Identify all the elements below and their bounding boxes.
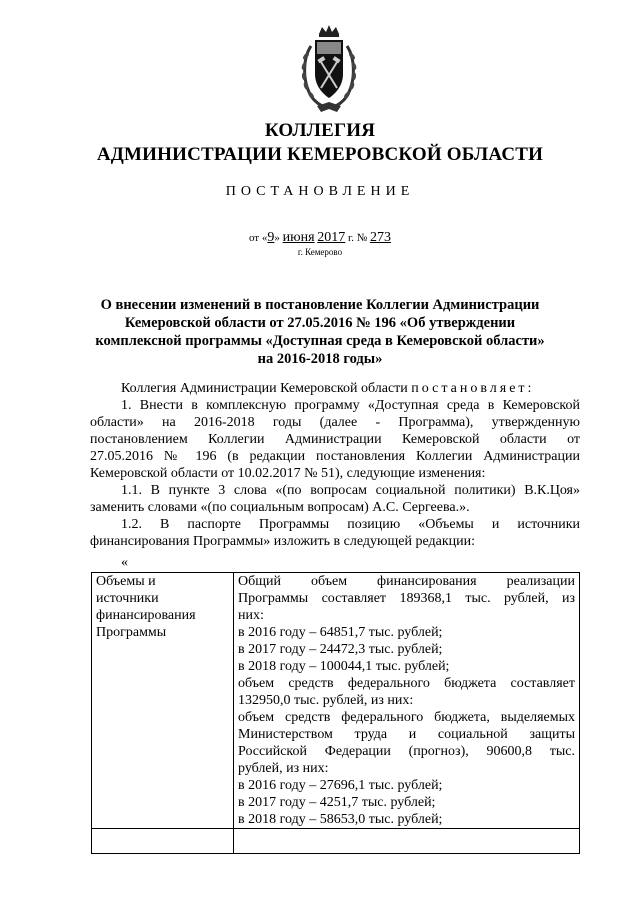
value-line: рублей, из них:	[238, 761, 329, 776]
value-line: объем средств федерального бюджета, выделяемых	[238, 710, 575, 725]
paragraph-resolution	[90, 380, 580, 397]
value-line: Программы составляет 189368,1 тыс. рублей, из	[238, 591, 575, 606]
heading-line: комплексной программы «Доступная среда в Кемеровской области»	[95, 333, 545, 349]
document-meta-line	[0, 230, 640, 246]
paragraph-1	[90, 397, 580, 482]
paragraph-line: 27.05.2016 № 196 (в редакции постановления Коллегии Администрации	[90, 449, 580, 464]
meta-month: июня	[282, 230, 315, 245]
heading-line: О внесении изменений в постановление Коллегии Администрации	[100, 297, 540, 313]
header-title-line2: АДМИНИСТРАЦИИ КЕМЕРОВСКОЙ ОБЛАСТИ	[96, 144, 544, 165]
paragraph-line: Кемеровской области от 10.02.2017 № 51), следующие изменения:	[90, 466, 486, 481]
paragraph-1-2	[90, 516, 580, 550]
table-cell-value	[234, 573, 580, 829]
table-row	[92, 573, 580, 829]
value-line: в 2016 году – 27696,1 тыс. рублей;	[238, 778, 443, 793]
meta-year: 2017	[317, 230, 346, 245]
name-line: Программы	[96, 625, 167, 640]
document-body	[90, 380, 580, 550]
table-cell-name	[92, 573, 234, 829]
value-line: объем средств федерального бюджета составляет	[238, 676, 575, 691]
document-type: ПОСТАНОВЛЕНИЕ	[225, 184, 415, 199]
value-line: Общий объем финансирования реализации	[238, 574, 575, 589]
meta-from: от «	[248, 232, 268, 244]
resolution-prefix: Коллегия Администрации Кемеровской области	[121, 381, 408, 396]
value-line: в 2016 году – 64851,7 тыс. рублей;	[238, 625, 443, 640]
paragraph-line: 1. Внести в комплексную программу «Доступная среда в Кемеровской	[121, 398, 580, 413]
table-row-empty	[92, 829, 580, 854]
paragraph-line: постановлением Коллегии Администрации Кемеровской области от	[90, 432, 580, 447]
meta-number: 273	[370, 230, 392, 245]
value-line: в 2018 году – 58653,0 тыс. рублей;	[238, 812, 443, 827]
meta-day-close: »	[274, 232, 280, 244]
paragraph-line: 1.2. В паспорте Программы позицию «Объемы и источники	[121, 517, 580, 532]
coat-of-arms-icon	[297, 24, 361, 114]
meta-city: г. Кемерово	[297, 247, 343, 257]
document-heading	[60, 296, 580, 368]
heading-line: Кемеровской области от 27.05.2016 № 196 «Об утверждении	[124, 315, 516, 331]
paragraph-line: заменить словами «(по социальным вопросам) А.С. Сергеева.».	[90, 500, 470, 515]
meta-day: 9	[267, 230, 275, 245]
value-line: Министерством труда и социальной защиты	[238, 727, 575, 742]
heading-line: на 2016-2018 годы»	[257, 351, 383, 367]
name-line: Объемы и	[96, 574, 156, 589]
value-line: 132950,0 тыс. рублей, из них:	[238, 693, 414, 708]
value-line: в 2018 году – 100044,1 тыс. рублей;	[238, 659, 450, 674]
header-title-line1: КОЛЛЕГИЯ	[264, 120, 376, 141]
paragraph-line: финансирования Программы» изложить в следующей редакции:	[90, 534, 475, 549]
resolution-keyword: постановляет:	[411, 381, 535, 396]
table-cell-empty	[92, 829, 234, 854]
table-cell-empty	[234, 829, 580, 854]
meta-year-suffix: г.	[348, 232, 355, 244]
open-quote: «	[121, 555, 128, 570]
paragraph-line: 1.1. В пункте 3 слова «(по вопросам социальной политики) В.К.Цоя»	[121, 483, 580, 498]
paragraph-line: области» на 2016-2018 годы (далее - Программа), утвержденную	[90, 415, 580, 430]
value-line: них:	[238, 608, 264, 623]
meta-number-label: №	[356, 232, 368, 244]
name-line: финансирования	[96, 608, 196, 623]
name-line: источники	[96, 591, 159, 606]
value-line: в 2017 году – 4251,7 тыс. рублей;	[238, 795, 436, 810]
passport-table	[91, 572, 580, 854]
paragraph-1-1	[90, 482, 580, 516]
value-line: Российской Федерации (прогноз), 90600,8 тыс.	[238, 744, 575, 759]
value-line: в 2017 году – 24472,3 тыс. рублей;	[238, 642, 443, 657]
